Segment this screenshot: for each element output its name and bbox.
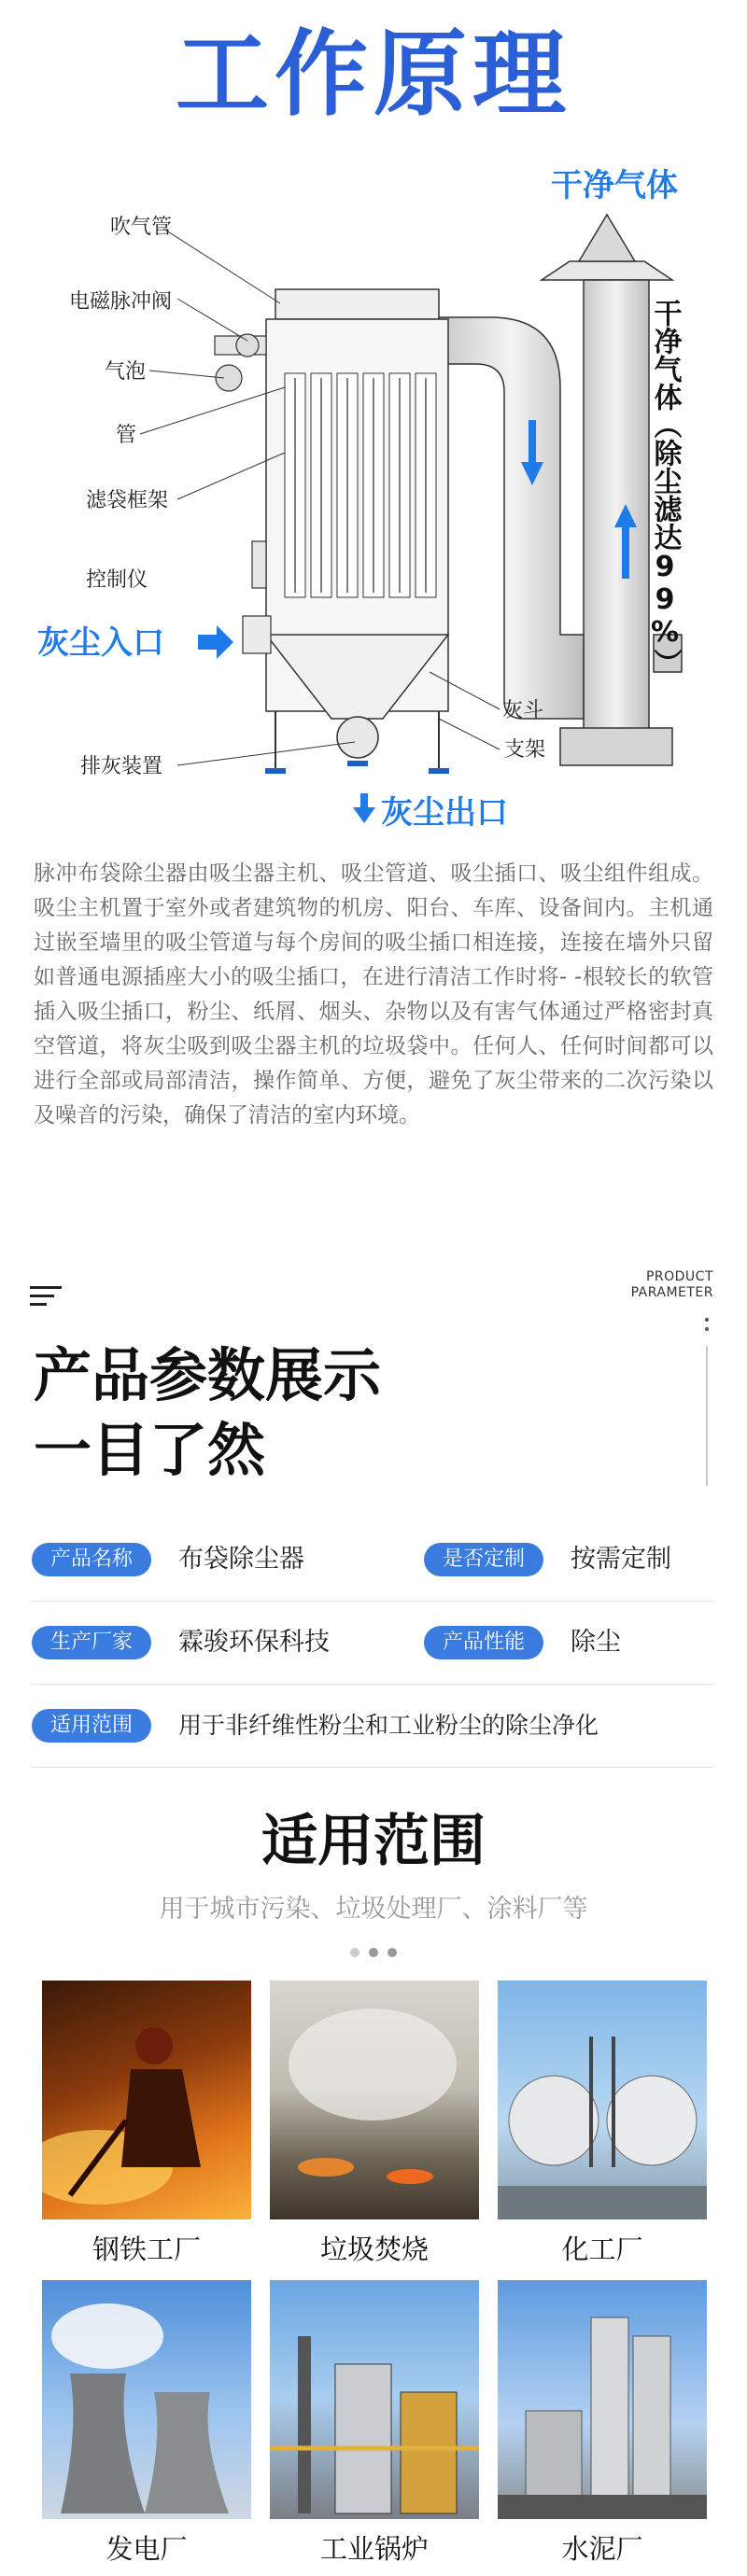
- param-value-name: 布袋除尘器: [178, 1545, 304, 1574]
- param-value-performance: 除尘: [571, 1628, 621, 1657]
- application-card-chemical[interactable]: [498, 1981, 707, 2267]
- cooling-tower-photo: [42, 2280, 251, 2519]
- param-value-maker: 霖骏环保科技: [178, 1628, 330, 1657]
- vertical-dots-icon: [704, 1318, 710, 1337]
- param-row: [32, 1519, 713, 1602]
- application-label: 钢铁工厂: [92, 2233, 201, 2265]
- application-card-burning[interactable]: [270, 1981, 479, 2267]
- param-label-scope: 适用范围: [32, 1709, 151, 1743]
- intro-paragraph: 脉冲布袋除尘器由吸尘器主机、吸尘管道、吸尘插口、吸尘组件组成。吸尘主机置于室外或者建筑物的机房、阳台、车库、设备间内。主机通过嵌至墙里的吸尘管道与每个房间的吸尘插口相连接，连接在墙外只留如普通电源插座大小的吸尘插口，在进行清洁工作时将- -根较长的软管插入吸尘插口，粉尘、纸屑、烟头、杂物以及有害气体通过严格密封真空管道，将灰尘吸到吸尘器主机的垃圾袋中。任何人、任何时间都可以进行全部或局部清洁，操作简单、方便，避免了灰尘带来的二次污染以及噪音的污染，确保了清洁的室内环境。: [34, 861, 713, 1127]
- application-label: 化工厂: [561, 2233, 643, 2265]
- params-title: [34, 1338, 381, 1488]
- en-line2: PARAMETER: [630, 1285, 713, 1300]
- dust-collector-diagram: [0, 149, 747, 840]
- param-value-scope: 用于非纤维性粉尘和工业粉尘的除尘净化: [178, 1712, 599, 1739]
- waste-burning-photo: [270, 1981, 479, 2219]
- application-card-steel[interactable]: [42, 1981, 251, 2267]
- inlet-arrow-icon: [198, 625, 233, 659]
- param-label-name: 产品名称: [32, 1543, 151, 1576]
- label-outlet: 灰尘出口: [381, 794, 508, 832]
- label-air-bag: 气泡: [105, 360, 147, 384]
- application-label: 水泥厂: [561, 2533, 643, 2565]
- en-line1: PRODUCT: [645, 1269, 713, 1284]
- label-controller: 控制仪: [86, 568, 148, 592]
- cement-plant-photo: [498, 2280, 707, 2519]
- page-title: 工作原理: [176, 20, 571, 129]
- label-blow-pipe: 吹气管: [110, 216, 173, 239]
- application-card-power[interactable]: [42, 2280, 251, 2567]
- collector-body: [215, 289, 449, 774]
- application-card-boiler[interactable]: [270, 2280, 479, 2567]
- application-label: 工业锅炉: [319, 2533, 429, 2565]
- divider-line: [706, 1346, 708, 1486]
- label-discharge: 排灰装置: [80, 755, 163, 778]
- params-title-line1: 产品参数展示: [34, 1341, 382, 1409]
- application-card-cement[interactable]: [498, 2280, 707, 2567]
- label-pulse-valve: 电磁脉冲阀: [69, 290, 173, 314]
- application-label: 发电厂: [106, 2533, 188, 2565]
- label-clean-gas-vertical: 干净气体（除尘滤达99%）: [648, 299, 682, 677]
- section-en-heading: [631, 1269, 713, 1301]
- label-filter-frame: 滤袋框架: [86, 489, 169, 512]
- params-title-line2: 一目了然: [34, 1416, 266, 1484]
- applications-subtitle: 用于城市污染、垃圾处理厂、涂料厂等: [159, 1895, 588, 1924]
- param-row: [32, 1602, 713, 1685]
- label-inlet: 灰尘入口: [37, 624, 164, 662]
- boiler-photo: [270, 2280, 479, 2519]
- label-hopper: 灰斗: [502, 699, 544, 722]
- applications-title: 适用范围: [261, 1809, 486, 1874]
- label-support: 支架: [504, 738, 546, 762]
- param-label-custom: 是否定制: [424, 1543, 543, 1576]
- label-clean-gas: 干净气体: [551, 167, 678, 204]
- param-row: [32, 1685, 713, 1768]
- param-value-custom: 按需定制: [571, 1545, 671, 1574]
- param-label-maker: 生产厂家: [32, 1626, 151, 1659]
- param-label-performance: 产品性能: [424, 1626, 543, 1659]
- steel-worker-photo: [42, 1981, 251, 2219]
- chemical-plant-photo: [498, 1981, 707, 2219]
- carousel-dots[interactable]: [341, 1943, 406, 1961]
- duct-pipe: [439, 317, 584, 719]
- menu-icon[interactable]: [30, 1286, 62, 1307]
- label-pipe: 管: [116, 424, 137, 447]
- application-label: 垃圾焚烧: [319, 2233, 429, 2265]
- outlet-arrow-icon: [353, 793, 375, 823]
